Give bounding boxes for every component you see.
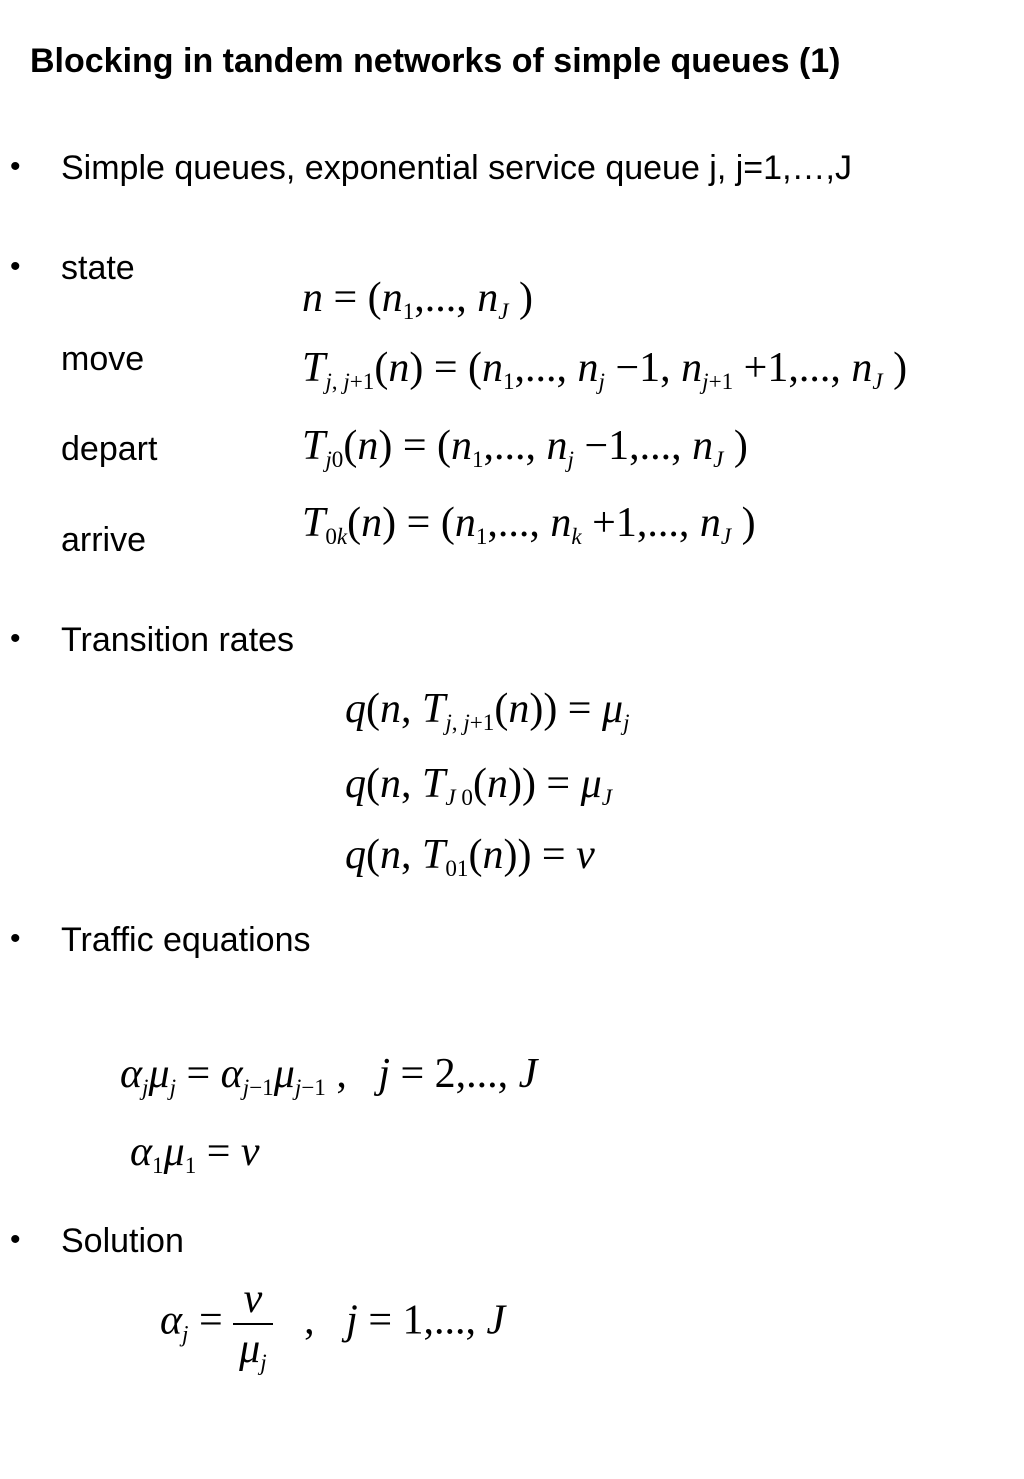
label-move: move xyxy=(61,340,145,378)
bullet-marker: • xyxy=(10,150,21,183)
bullet-marker: • xyxy=(10,250,21,283)
bullet-marker: • xyxy=(10,922,21,955)
label-depart: depart xyxy=(61,430,158,468)
formula-rate-arrive: q(n, $T_{01}(n)) = \nu$ xyxy=(345,832,595,882)
label-arrive: arrive xyxy=(61,521,147,559)
formula-rate-depart: q(n, $T_{J 0}(n)) = \mu_J$ xyxy=(345,761,612,811)
bullet-transition-rates: Transition rates xyxy=(61,621,295,659)
bullet-state: state xyxy=(61,249,135,287)
formula-solution: $\alpha_j$ = $\frac{\nu}{\mu_j}$ , j = 1,..., J xyxy=(160,1276,506,1376)
formula-depart: $T_{j0}(n) = (n_1$,..., $n_j -1$,..., $n_J$ ) xyxy=(302,423,748,473)
bullet-solution: Solution xyxy=(61,1222,184,1260)
formula-arrive: $T_{0k}(n) = (n_1$,..., $n_k +1$,..., $n_J$ ) xyxy=(302,500,756,550)
formula-state: $n = (n_1$,..., $n_J$ ) xyxy=(302,275,533,325)
bullet-simple-queues: Simple queues, exponential service queue j, j=1,…,J xyxy=(61,149,852,187)
formula-traffic-first: $\alpha_1\mu_1 = \nu$ xyxy=(130,1129,260,1179)
fraction: $\frac{\nu}{\mu_j}$ xyxy=(233,1275,273,1373)
page-title: Blocking in tandem networks of simple queues (1) xyxy=(30,42,841,80)
bullet-marker: • xyxy=(10,622,21,655)
bullet-marker: • xyxy=(10,1223,21,1256)
bullet-traffic-equations: Traffic equations xyxy=(61,921,311,959)
formula-move: $T_{j, j+1}(n) = (n_1$,..., $n_j -1$, $n_{j+1} +1$,..., $n_J$ ) xyxy=(302,345,908,395)
formula-rate-move: q(n, $T_{j, j+1}(n)) = \mu_j$ xyxy=(345,686,630,736)
formula-traffic-general: $\alpha_j\mu_j = \alpha_{j-1}\mu_{j-1}$ , j = 2,..., J xyxy=(120,1051,538,1101)
